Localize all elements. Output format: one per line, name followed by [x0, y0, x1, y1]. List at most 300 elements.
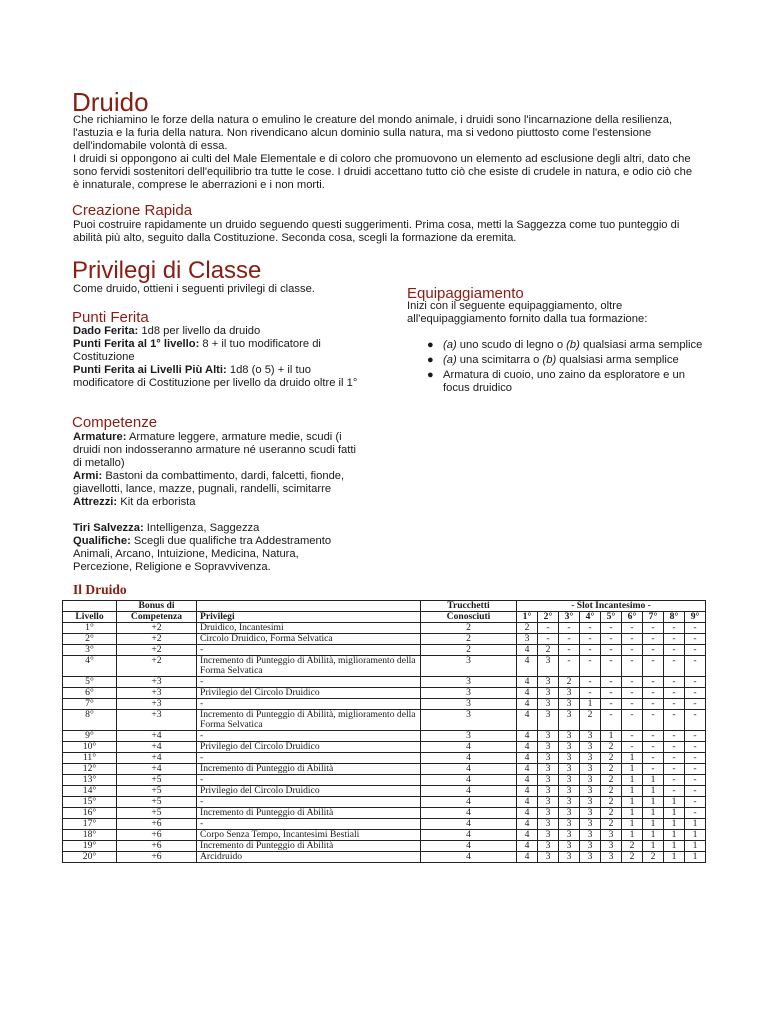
bonus-cell: +3 — [117, 688, 197, 699]
table-row — [63, 764, 706, 775]
slot-cell: 1 — [622, 753, 643, 764]
table-row — [63, 830, 706, 841]
slot-cell: 1 — [664, 841, 685, 852]
slot-cell: - — [685, 710, 706, 731]
table-row — [63, 710, 706, 731]
slot-cell: 3 — [538, 819, 559, 830]
slot-cell: - — [622, 645, 643, 656]
bonus-cell: +3 — [117, 677, 197, 688]
slot-cell: - — [601, 656, 622, 677]
level-cell: 10° — [63, 742, 117, 753]
bonus-cell: +2 — [117, 623, 197, 634]
cantrips-cell: 2 — [421, 645, 517, 656]
table-row — [63, 841, 706, 852]
slot-cell: - — [685, 656, 706, 677]
features-cell: - — [197, 797, 421, 808]
slot-cell: - — [643, 656, 664, 677]
table-title: Il Druido — [73, 582, 127, 597]
col-header-bonus: Competenza — [117, 612, 197, 623]
level-cell: 2° — [63, 634, 117, 645]
slot-cell: - — [643, 731, 664, 742]
bonus-cell: +6 — [117, 830, 197, 841]
slot-cell: 1 — [685, 852, 706, 863]
slot-cell: 4 — [517, 710, 538, 731]
slot-cell: 3 — [580, 764, 601, 775]
slot-cell: 1 — [643, 775, 664, 786]
bonus-cell: +4 — [117, 731, 197, 742]
slot-cell: - — [601, 677, 622, 688]
slot-cell: - — [580, 688, 601, 699]
slot-cell: 1 — [664, 819, 685, 830]
slot-cell: 1 — [643, 841, 664, 852]
slot-cell: 4 — [517, 656, 538, 677]
slot-cell: 3 — [559, 852, 580, 863]
slot-cell: 3 — [559, 710, 580, 731]
col-header-slot: 7° — [643, 612, 664, 623]
slot-cell: - — [601, 688, 622, 699]
equipment-list — [427, 339, 707, 397]
level-cell: 8° — [63, 710, 117, 731]
slot-cell: 4 — [517, 841, 538, 852]
col-header-level: Livello — [63, 612, 117, 623]
slot-cell: - — [643, 753, 664, 764]
features-cell: Druidico, Incantesimi — [197, 623, 421, 634]
slot-cell: - — [685, 688, 706, 699]
slot-cell: 3 — [559, 830, 580, 841]
bonus-cell: +6 — [117, 841, 197, 852]
bonus-cell: +5 — [117, 775, 197, 786]
table-body — [63, 623, 706, 863]
col-header-features: Privilegi — [197, 612, 421, 623]
level-cell: 5° — [63, 677, 117, 688]
armor-value: Armature leggere, armature medie, scudi (i druidi non indosseranno armature né useranno scudi fatti di metallo) — [73, 431, 356, 469]
slot-cell: 2 — [601, 797, 622, 808]
saves-value: Intelligenza, Saggezza — [143, 522, 260, 534]
slot-cell: 4 — [517, 742, 538, 753]
slot-cell: 2 — [559, 677, 580, 688]
hp-higher-label: Punti Ferita ai Livelli Più Alti: — [73, 364, 227, 376]
table-row — [63, 797, 706, 808]
slot-cell: 2 — [643, 852, 664, 863]
slot-cell: - — [601, 645, 622, 656]
slot-cell: - — [685, 797, 706, 808]
table-row — [63, 699, 706, 710]
class-features-intro: Come druido, ottieni i seguenti privilegi di classe. — [73, 283, 315, 295]
slot-cell: 3 — [559, 797, 580, 808]
col-header-level-blank — [63, 601, 117, 612]
slot-cell: 3 — [538, 786, 559, 797]
bullet-icon: ● — [427, 354, 434, 366]
slot-cell: 3 — [580, 830, 601, 841]
slot-cell: 3 — [538, 775, 559, 786]
slot-cell: 1 — [622, 819, 643, 830]
armor-label: Armature: — [73, 431, 127, 443]
table-row — [63, 742, 706, 753]
slot-cell: 3 — [559, 819, 580, 830]
cantrips-cell: 3 — [421, 677, 517, 688]
slot-cell: - — [580, 656, 601, 677]
slot-cell: 3 — [559, 764, 580, 775]
level-cell: 4° — [63, 656, 117, 677]
slot-cell: 3 — [538, 830, 559, 841]
slot-cell: 3 — [580, 786, 601, 797]
slot-cell: - — [622, 656, 643, 677]
slot-cell: - — [601, 710, 622, 731]
cantrips-cell: 4 — [421, 830, 517, 841]
features-cell: - — [197, 731, 421, 742]
features-cell: Privilegio del Circolo Druidico — [197, 688, 421, 699]
features-cell: - — [197, 677, 421, 688]
slot-cell: - — [622, 688, 643, 699]
slot-cell: - — [538, 623, 559, 634]
features-cell: Incremento di Punteggio di Abilità — [197, 841, 421, 852]
slot-cell: - — [664, 710, 685, 731]
bullet-icon: ● — [427, 339, 434, 351]
slot-cell: 3 — [538, 710, 559, 731]
slot-cell: 2 — [622, 852, 643, 863]
table-row — [63, 731, 706, 742]
bonus-cell: +3 — [117, 699, 197, 710]
slot-cell: 3 — [601, 830, 622, 841]
slot-cell: - — [643, 623, 664, 634]
quick-build-heading: Creazione Rapida — [72, 202, 193, 219]
slot-cell: - — [664, 699, 685, 710]
cantrips-cell: 3 — [421, 656, 517, 677]
slot-cell: 2 — [580, 710, 601, 731]
slot-cell: 1 — [622, 775, 643, 786]
level-cell: 12° — [63, 764, 117, 775]
slot-cell: 3 — [580, 852, 601, 863]
slot-cell: 2 — [601, 819, 622, 830]
equipment-item: ● (a) una scimitarra o (b) qualsiasi arma semplice — [427, 354, 679, 366]
slot-cell: 3 — [538, 764, 559, 775]
slot-cell: 4 — [517, 764, 538, 775]
hp-first-label: Punti Ferita al 1° livello: — [73, 338, 200, 350]
slot-cell: 3 — [580, 841, 601, 852]
saves-line — [73, 522, 358, 535]
equipment-item: ● Armatura di cuoio, uno zaino da esploratore e un focus druidico — [427, 369, 685, 394]
page-title: Druido — [72, 87, 149, 117]
level-cell: 19° — [63, 841, 117, 852]
cantrips-cell: 4 — [421, 753, 517, 764]
cantrips-cell: 4 — [421, 786, 517, 797]
slot-cell: 3 — [559, 775, 580, 786]
slot-cell: 2 — [601, 742, 622, 753]
slot-cell: - — [643, 634, 664, 645]
features-cell: Incremento di Punteggio di Abilità, miglioramento della Forma Selvatica — [197, 656, 421, 677]
hp-first-line — [73, 338, 363, 364]
cantrips-cell: 4 — [421, 808, 517, 819]
col-header-slot: 4° — [580, 612, 601, 623]
slot-cell: 3 — [538, 841, 559, 852]
bonus-cell: +5 — [117, 797, 197, 808]
table-row — [63, 677, 706, 688]
slot-cell: 1 — [643, 808, 664, 819]
bonus-cell: +2 — [117, 634, 197, 645]
slot-cell: 1 — [643, 819, 664, 830]
weapons-value: Bastoni da combattimento, dardi, falcetti, fionde, giavellotti, lance, mazze, pugnali, randelli, scimitarre — [73, 470, 345, 495]
slot-cell: 3 — [538, 797, 559, 808]
slot-cell: 3 — [559, 742, 580, 753]
slot-cell: 1 — [685, 841, 706, 852]
slot-cell: 1 — [643, 830, 664, 841]
equipment-heading: Equipaggiamento — [407, 285, 524, 302]
slot-cell: - — [685, 764, 706, 775]
col-header-cantrips: Conosciuti — [421, 612, 517, 623]
slot-cell: 3 — [580, 797, 601, 808]
cantrips-cell: 3 — [421, 699, 517, 710]
slot-cell: 1 — [622, 830, 643, 841]
slot-cell: - — [685, 623, 706, 634]
slot-cell: 4 — [517, 645, 538, 656]
slot-cell: 3 — [538, 699, 559, 710]
intro-paragraph-2: I druidi si oppongono ai culti del Male Elementale e di coloro che promuovono un elemento ad esclusione degli altri, dato che sono fervidi sostenitori dell'equilibrio tra tutte le cose. I druidi accettano tutto ciò che esiste di crudele in natura, e odio ciò che è innaturale, comprese le aberrazioni e i non morti. — [73, 153, 693, 191]
bonus-cell: +3 — [117, 710, 197, 731]
slot-cell: - — [622, 742, 643, 753]
slot-cell: 3 — [517, 634, 538, 645]
skills-line — [73, 535, 358, 574]
slot-cell: - — [685, 742, 706, 753]
slot-cell: - — [580, 677, 601, 688]
slot-cell: 3 — [601, 841, 622, 852]
slot-cell: - — [664, 623, 685, 634]
slot-cell: 1 — [664, 808, 685, 819]
slot-cell: - — [580, 623, 601, 634]
skills-label: Qualifiche: — [73, 535, 131, 547]
features-cell: Incremento di Punteggio di Abilità — [197, 808, 421, 819]
equipment-intro: Inizi con il seguente equipaggiamento, oltre all'equipaggiamento fornito dalla tua formazione: — [407, 300, 648, 325]
slot-cell: - — [664, 764, 685, 775]
hit-dice-value: 1d8 per livello da druido — [138, 325, 261, 337]
proficiencies-heading: Competenze — [72, 414, 158, 431]
class-features-heading: Privilegi di Classe — [72, 257, 262, 284]
slot-cell: 3 — [559, 731, 580, 742]
slot-cell: - — [664, 731, 685, 742]
level-cell: 3° — [63, 645, 117, 656]
slot-cell: 2 — [601, 786, 622, 797]
features-cell: - — [197, 819, 421, 830]
features-cell: Incremento di Punteggio di Abilità — [197, 764, 421, 775]
slot-cell: 3 — [559, 808, 580, 819]
cantrips-cell: 2 — [421, 634, 517, 645]
slot-cell: - — [685, 753, 706, 764]
slot-cell: - — [580, 634, 601, 645]
hp-first-value: 8 + il tuo modificatore di Costituzione — [73, 338, 321, 363]
slot-cell: 4 — [517, 699, 538, 710]
table-row — [63, 688, 706, 699]
table-row — [63, 786, 706, 797]
slot-cell: - — [664, 753, 685, 764]
intro-paragraph-1: Che richiamino le forze della natura o emulino le creature del mondo animale, i druidi sono l'incarnazione della resilienza, l'astuzia e la furia della natura. Non rivendicano alcun dominio sulla natura, ma si vedono piuttosto come l'estensione dell'indomabile volontà di essa. — [73, 114, 673, 152]
level-cell: 13° — [63, 775, 117, 786]
slot-cell: - — [685, 808, 706, 819]
col-header-slot: 1° — [517, 612, 538, 623]
slot-cell: - — [622, 677, 643, 688]
slot-cell: 1 — [580, 699, 601, 710]
slot-cell: - — [664, 645, 685, 656]
slot-cell: 3 — [538, 808, 559, 819]
cantrips-cell: 4 — [421, 775, 517, 786]
col-header-slot: 2° — [538, 612, 559, 623]
table-row — [63, 645, 706, 656]
slot-cell: - — [685, 775, 706, 786]
cantrips-cell: 4 — [421, 764, 517, 775]
saves-label: Tiri Salvezza: — [73, 522, 144, 534]
equipment-item: ● (a) uno scudo di legno o (b) qualsiasi arma semplice — [427, 339, 703, 351]
slot-cell: - — [685, 645, 706, 656]
slot-cell: 2 — [601, 753, 622, 764]
features-cell: - — [197, 753, 421, 764]
armor-line — [73, 431, 358, 470]
hp-higher-line — [73, 364, 363, 390]
table-row — [63, 753, 706, 764]
tools-label: Attrezzi: — [73, 496, 118, 508]
slot-cell: 4 — [517, 775, 538, 786]
features-cell: Privilegio del Circolo Druidico — [197, 786, 421, 797]
slot-cell: - — [622, 623, 643, 634]
slot-cell: 3 — [538, 731, 559, 742]
cantrips-cell: 3 — [421, 688, 517, 699]
cantrips-cell: 4 — [421, 797, 517, 808]
slot-cell: 1 — [601, 731, 622, 742]
cantrips-cell: 4 — [421, 841, 517, 852]
slot-cell: 2 — [601, 764, 622, 775]
features-cell: Circolo Druidico, Forma Selvatica — [197, 634, 421, 645]
features-cell: Corpo Senza Tempo, Incantesimi Bestiali — [197, 830, 421, 841]
slot-cell: 1 — [685, 819, 706, 830]
slot-cell: - — [664, 677, 685, 688]
slot-cell: - — [664, 775, 685, 786]
level-cell: 18° — [63, 830, 117, 841]
bullet-icon: ● — [427, 369, 434, 381]
slot-cell: 3 — [559, 786, 580, 797]
bonus-cell: +2 — [117, 645, 197, 656]
slot-cell: 2 — [517, 623, 538, 634]
cantrips-cell: 4 — [421, 819, 517, 830]
slot-cell: - — [622, 634, 643, 645]
bonus-cell: +6 — [117, 819, 197, 830]
level-cell: 9° — [63, 731, 117, 742]
slot-cell: - — [685, 731, 706, 742]
slot-cell: 1 — [664, 852, 685, 863]
druid-progression-table — [62, 600, 706, 863]
slot-cell: 2 — [538, 645, 559, 656]
slot-cell: 4 — [517, 852, 538, 863]
col-header-slot: 5° — [601, 612, 622, 623]
slot-cell: 4 — [517, 797, 538, 808]
slot-cell: - — [559, 623, 580, 634]
bonus-cell: +4 — [117, 764, 197, 775]
slot-cell: - — [559, 656, 580, 677]
slot-cell: 4 — [517, 677, 538, 688]
slot-cell: 3 — [538, 677, 559, 688]
weapons-line — [73, 470, 358, 496]
features-cell: - — [197, 699, 421, 710]
hit-dice-line — [73, 325, 363, 338]
table-row — [63, 808, 706, 819]
col-header-bonus-top: Bonus di — [117, 601, 197, 612]
slot-cell: - — [685, 634, 706, 645]
col-header-slot: 6° — [622, 612, 643, 623]
slot-cell: 4 — [517, 786, 538, 797]
hit-dice-label: Dado Ferita: — [73, 325, 139, 337]
slot-cell: 1 — [664, 830, 685, 841]
slot-cell: - — [643, 688, 664, 699]
weapons-label: Armi: — [73, 470, 103, 482]
slot-cell: 3 — [559, 841, 580, 852]
slot-cell: - — [643, 677, 664, 688]
table-header-row — [63, 601, 706, 612]
table-row — [63, 634, 706, 645]
slot-cell: 4 — [517, 830, 538, 841]
slot-cell: 1 — [622, 808, 643, 819]
slot-cell: 4 — [517, 753, 538, 764]
table-row — [63, 623, 706, 634]
slot-cell: - — [685, 786, 706, 797]
slot-cell: - — [601, 699, 622, 710]
slot-cell: 4 — [517, 688, 538, 699]
slot-cell: 1 — [643, 786, 664, 797]
slot-cell: - — [664, 786, 685, 797]
features-cell: Incremento di Punteggio di Abilità, miglioramento della Forma Selvatica — [197, 710, 421, 731]
features-cell: Arcidruido — [197, 852, 421, 863]
cantrips-cell: 4 — [421, 852, 517, 863]
table-row — [63, 852, 706, 863]
features-cell: - — [197, 645, 421, 656]
slot-cell: - — [601, 634, 622, 645]
hp-higher-value: 1d8 (o 5) + il tuo modificatore di Costituzione per livello da druido oltre il 1° — [73, 364, 358, 389]
bonus-cell: +6 — [117, 852, 197, 863]
col-header-cantrips-top: Trucchetti — [421, 601, 517, 612]
slot-cell: - — [538, 634, 559, 645]
slot-cell: 3 — [538, 852, 559, 863]
cantrips-cell: 2 — [421, 623, 517, 634]
cantrips-cell: 3 — [421, 731, 517, 742]
slot-cell: - — [580, 645, 601, 656]
slot-cell: 1 — [622, 764, 643, 775]
slot-cell: - — [601, 623, 622, 634]
slot-cell: 3 — [580, 753, 601, 764]
bonus-cell: +5 — [117, 808, 197, 819]
slot-cell: - — [685, 699, 706, 710]
bonus-cell: +4 — [117, 753, 197, 764]
hit-points-block — [73, 325, 363, 390]
bonus-cell: +5 — [117, 786, 197, 797]
level-cell: 20° — [63, 852, 117, 863]
slot-cell: 3 — [559, 753, 580, 764]
features-cell: Privilegio del Circolo Druidico — [197, 742, 421, 753]
level-cell: 7° — [63, 699, 117, 710]
slot-cell: - — [559, 634, 580, 645]
slot-cell: 1 — [685, 830, 706, 841]
slot-cell: - — [643, 742, 664, 753]
slot-cell: - — [685, 677, 706, 688]
slot-cell: 3 — [601, 852, 622, 863]
level-cell: 6° — [63, 688, 117, 699]
col-header-features-blank — [197, 601, 421, 612]
slot-cell: - — [643, 699, 664, 710]
level-cell: 15° — [63, 797, 117, 808]
col-header-slot: 9° — [685, 612, 706, 623]
slot-cell: - — [559, 645, 580, 656]
slot-cell: 3 — [538, 742, 559, 753]
slot-cell: - — [664, 634, 685, 645]
hit-points-heading: Punti Ferita — [72, 309, 149, 326]
col-header-slot: 8° — [664, 612, 685, 623]
slot-cell: 3 — [580, 742, 601, 753]
features-cell: - — [197, 775, 421, 786]
slot-cell: 4 — [517, 731, 538, 742]
